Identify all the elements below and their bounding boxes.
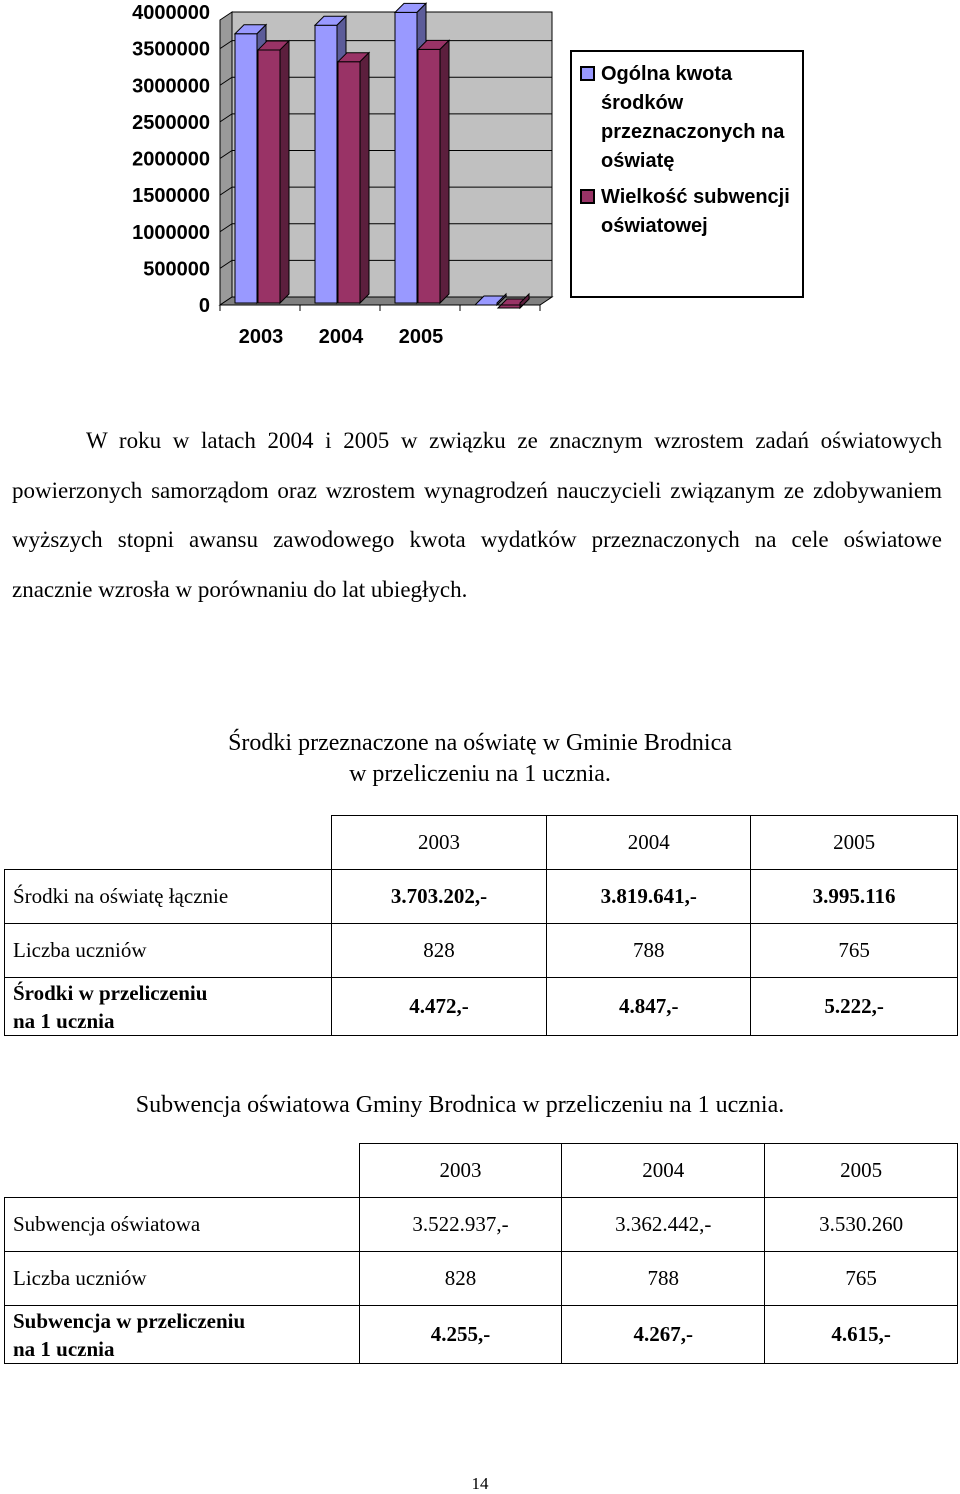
table1-year: 2005 <box>751 816 958 870</box>
row-label: Subwencja oświatowa <box>5 1198 360 1252</box>
table-cell: 3.819.641,- <box>547 870 751 924</box>
table-row <box>5 870 958 924</box>
table-cell: 3.703.202,- <box>331 870 547 924</box>
y-tick-label: 2500000 <box>132 111 210 134</box>
row-label-line2: na 1 ucznia <box>13 1008 115 1033</box>
table-cell: 4.472,- <box>331 978 547 1036</box>
table-row <box>5 1198 958 1252</box>
table1-corner <box>5 816 332 870</box>
table1-title-line2: w przeliczeniu na 1 ucznia. <box>349 761 611 787</box>
table-cell: 3.522.937,- <box>359 1198 562 1252</box>
table1-year: 2004 <box>547 816 751 870</box>
row-label: Liczba uczniów <box>5 1252 360 1306</box>
bar <box>235 34 257 303</box>
table-cell: 4.255,- <box>359 1306 562 1364</box>
row-label <box>5 978 332 1036</box>
bar <box>258 50 280 303</box>
legend-item-total <box>580 60 798 176</box>
table-cell: 3.530.260 <box>765 1198 958 1252</box>
row-label <box>5 1306 360 1364</box>
bar <box>338 62 360 303</box>
table1-header-row <box>5 816 958 870</box>
chart-legend <box>570 50 804 298</box>
y-tick-label: 0 <box>198 295 210 317</box>
row-label-line1: Subwencja w przeliczeniu <box>13 1308 246 1333</box>
y-tick-label: 500000 <box>143 258 210 281</box>
table-cell: 3.362.442,- <box>562 1198 765 1252</box>
table-row <box>5 1306 958 1364</box>
table1 <box>4 815 958 1036</box>
x-tick-label: 2003 <box>238 326 284 348</box>
table2-header-row <box>5 1144 958 1198</box>
table2-title: Subwencja oświatowa Gminy Brodnica w przeliczeniu na 1 ucznia. <box>135 1092 785 1118</box>
legend-item-subsidy <box>580 183 798 241</box>
y-tick-label: 4000000 <box>132 2 210 24</box>
row-label-line1: Środki w przeliczeniu <box>13 980 208 1005</box>
page-number: 14 <box>471 1474 489 1493</box>
table2-year: 2005 <box>765 1144 958 1198</box>
row-label-line2: na 1 ucznia <box>13 1336 115 1361</box>
body-paragraph-text: W roku w latach 2004 i 2005 w związku ze znacznym wzrostem zadań oświatowych powierzonych samorządom oraz wzrostem wynagrodzeń nauczycieli związanym ze zdobywaniem wyższych stopni awansu zawodowego kwota wydatków przeznaczonych na cele oświatowe znacznie wzrosła w porównaniu do lat ubiegłych. <box>12 428 942 602</box>
legend-swatch-total <box>580 66 595 81</box>
y-tick-label: 3500000 <box>132 38 210 61</box>
row-label: Środki na oświatę łącznie <box>5 870 332 924</box>
table-cell: 788 <box>562 1252 765 1306</box>
table1-year: 2003 <box>331 816 547 870</box>
bar <box>395 12 417 303</box>
table-row <box>5 978 958 1036</box>
table-cell: 765 <box>751 924 958 978</box>
table1-title-line1: Środki przeznaczone na oświatę w Gminie Brodnica <box>228 730 732 756</box>
table-cell: 828 <box>331 924 547 978</box>
legend-label-total: Ogólna kwota środków przeznaczonych na oświatę <box>601 63 785 172</box>
y-tick-label: 3000000 <box>132 75 210 98</box>
bar-side <box>440 40 449 303</box>
table-row <box>5 1252 958 1306</box>
table-cell: 4.847,- <box>547 978 751 1036</box>
table-cell: 788 <box>547 924 751 978</box>
y-tick-label: 2000000 <box>132 148 210 171</box>
table-cell: 828 <box>359 1252 562 1306</box>
legend-swatch-subsidy <box>580 189 595 204</box>
table2-year: 2003 <box>359 1144 562 1198</box>
table-cell: 3.995.116 <box>751 870 958 924</box>
table-row <box>5 924 958 978</box>
bar-chart-svg <box>0 0 960 360</box>
row-label: Liczba uczniów <box>5 924 332 978</box>
table1-title <box>0 728 960 790</box>
bar-side <box>280 41 289 303</box>
table-cell: 4.267,- <box>562 1306 765 1364</box>
bar-chart <box>0 0 960 360</box>
table-cell: 5.222,- <box>751 978 958 1036</box>
legend-label-subsidy: Wielkość subwencji oświatowej <box>601 186 790 237</box>
x-tick-label: 2005 <box>398 326 444 348</box>
bar <box>315 25 337 303</box>
body-paragraph <box>12 416 942 614</box>
table2-corner <box>5 1144 360 1198</box>
bar <box>418 49 440 303</box>
bar-side <box>360 53 369 303</box>
table-cell: 4.615,- <box>765 1306 958 1364</box>
table2 <box>4 1143 958 1364</box>
x-tick-label: 2004 <box>318 326 364 348</box>
y-tick-label: 1000000 <box>132 221 210 244</box>
table-cell: 765 <box>765 1252 958 1306</box>
y-tick-label: 1500000 <box>132 185 210 208</box>
table2-year: 2004 <box>562 1144 765 1198</box>
